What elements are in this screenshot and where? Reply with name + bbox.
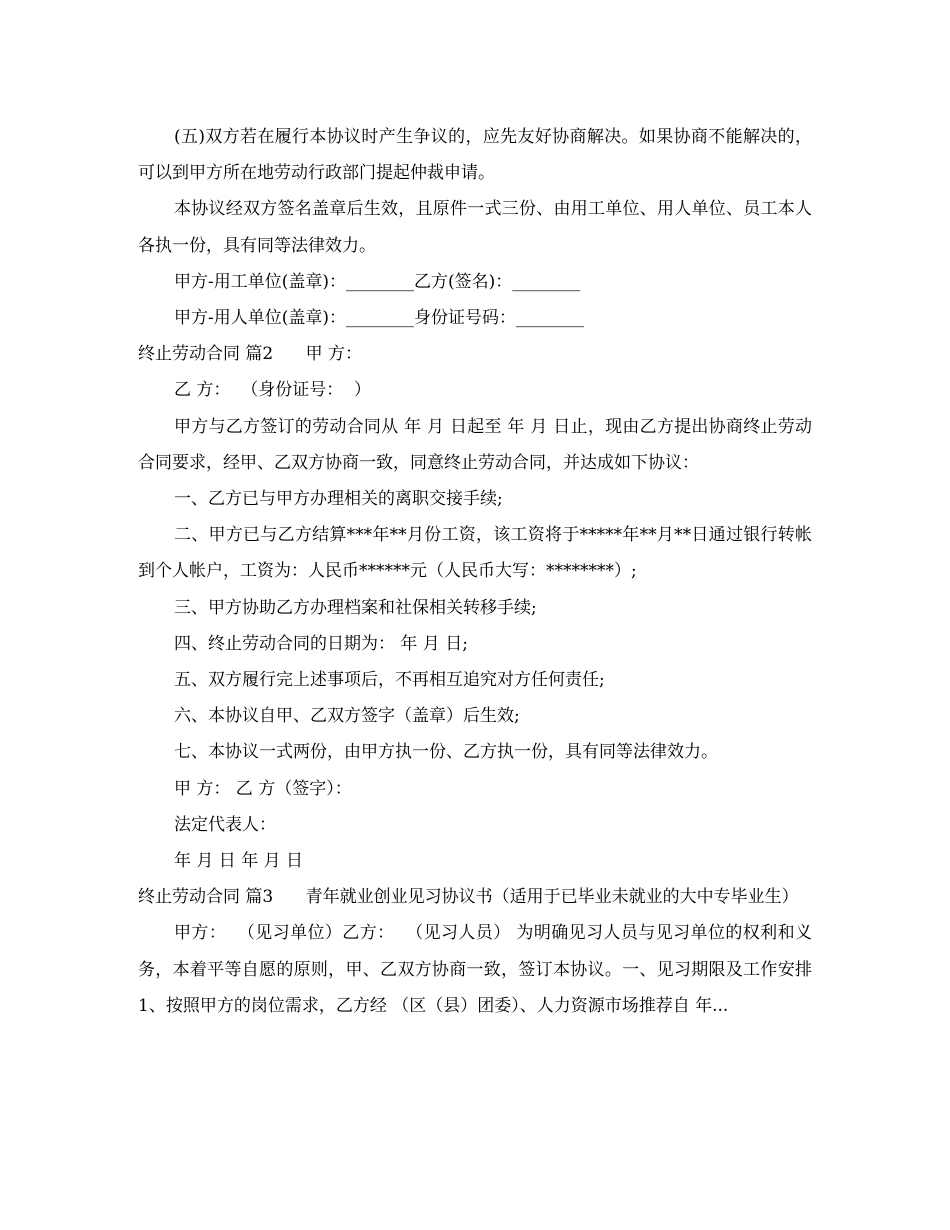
signature-dates: 年 月 日 年 月 日 — [174, 851, 304, 872]
clause-3: 三、甲方协助乙方办理档案和社保相关转移手续; — [174, 597, 537, 618]
paragraph-internship-agreement: 甲方： （见习单位）乙方： （见习人员） 为明确见习人员与见习单位的权利和义务，本着平等自愿的原则，甲、乙双方协商一致，签订本协议。一、见习期限及工作安排 1、按照甲方的岗位需求，乙方经 （区（县）团委）、人力资源市场推荐自 年... — [138, 923, 818, 1016]
clause-1: 一、乙方已与甲方办理相关的离职交接手续; — [174, 489, 503, 510]
signature-parties: 甲 方： 乙 方（签字）： — [174, 778, 352, 799]
clause-5: 五、双方履行完上述事项后，不再相互追究对方任何责任; — [174, 670, 605, 691]
party-b-line: 乙 方： （身份证号： ） — [174, 380, 372, 401]
paragraph-dispute-clause: (五)双方若在履行本协议时产生争议的，应先友好协商解决。如果协商不能解决的，可以到甲方所在地劳动行政部门提起仲裁申请。 — [138, 127, 812, 184]
clause-4: 四、终止劳动合同的日期为： 年 月 日; — [174, 633, 468, 654]
document-body — [138, 119, 818, 1024]
section-heading-part-3: 终止劳动合同 篇3 青年就业创业见习协议书（适用于已毕业未就业的大中专毕业生） — [138, 887, 799, 908]
section-heading-part-2: 终止劳动合同 篇2 甲 方： — [138, 344, 363, 365]
signature-line-employer-hirer: 甲方-用人单位(盖章)：________身份证号码：________ — [174, 308, 585, 329]
signature-line-employer-user: 甲方-用工单位(盖章)：________乙方(签名)：________ — [174, 271, 581, 292]
paragraph-contract-term: 甲方与乙方签订的劳动合同从 年 月 日起至 年 月 日止，现由乙方提出协商终止劳动合同要求，经甲、乙双方协商一致，同意终止劳动合同，并达成如下协议： — [138, 416, 812, 473]
clause-2: 二、甲方已与乙方结算***年**月份工资，该工资将于*****年**月**日通过银行转帐到个人帐户，工资为：人民币******元（人民币大写：********）; — [138, 525, 812, 582]
paragraph-effect-clause: 本协议经双方签名盖章后生效，且原件一式三份、由用工单位、用人单位、员工本人各执一份，具有同等法律效力。 — [138, 199, 812, 256]
legal-representative: 法定代表人： — [174, 814, 276, 835]
clause-7: 七、本协议一式两份，由甲方执一份、乙方执一份，具有同等法律效力。 — [174, 742, 718, 763]
clause-6: 六、本协议自甲、乙双方签字（盖章）后生效; — [174, 706, 520, 727]
